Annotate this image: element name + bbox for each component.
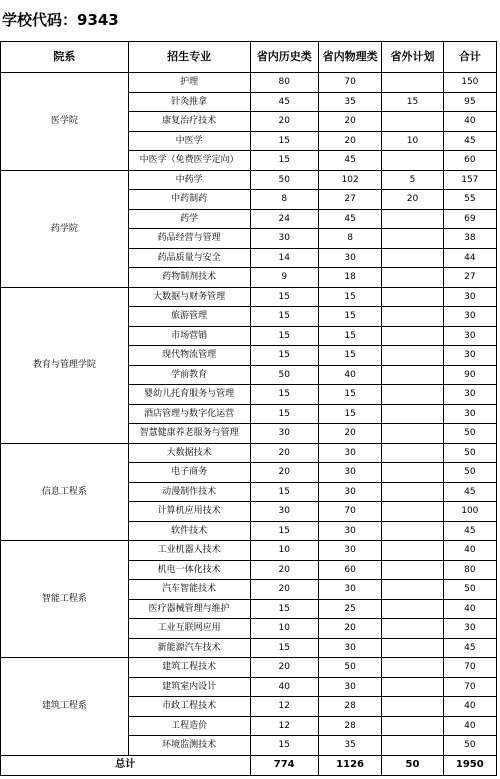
- total-cell: 50: [443, 424, 496, 444]
- phys-cell: 30: [318, 580, 381, 600]
- hist-cell: 30: [250, 502, 318, 522]
- major-cell: 工程造价: [128, 716, 250, 736]
- header-out: 省外计划: [382, 42, 443, 73]
- phys-cell: 15: [318, 307, 381, 327]
- major-cell: 药品质量与安全: [128, 248, 250, 268]
- total-total: 1950: [443, 755, 496, 775]
- hist-cell: 24: [250, 209, 318, 229]
- major-cell: 汽车智能技术: [128, 580, 250, 600]
- major-cell: 计算机应用技术: [128, 502, 250, 522]
- enrollment-plan-table: [0, 41, 497, 776]
- total-phys: 1126: [318, 755, 381, 775]
- out-cell: [382, 229, 443, 249]
- major-cell: 药学: [128, 209, 250, 229]
- header-row: [1, 42, 497, 73]
- major-cell: 智慧健康养老服务与管理: [128, 424, 250, 444]
- total-cell: 50: [443, 443, 496, 463]
- out-cell: [382, 716, 443, 736]
- major-cell: 医疗器械管理与维护: [128, 599, 250, 619]
- phys-cell: 28: [318, 697, 381, 717]
- out-cell: [382, 443, 443, 463]
- major-cell: 大数据与财务管理: [128, 287, 250, 307]
- phys-cell: 15: [318, 346, 381, 366]
- total-cell: 27: [443, 268, 496, 288]
- major-cell: 电子商务: [128, 463, 250, 483]
- phys-cell: 20: [318, 112, 381, 132]
- hist-cell: 80: [250, 73, 318, 93]
- out-cell: [382, 307, 443, 327]
- hist-cell: 9: [250, 268, 318, 288]
- table-row: [1, 287, 497, 307]
- phys-cell: 45: [318, 209, 381, 229]
- hist-cell: 50: [250, 170, 318, 190]
- hist-cell: 14: [250, 248, 318, 268]
- phys-cell: 30: [318, 638, 381, 658]
- hist-cell: 15: [250, 638, 318, 658]
- out-cell: [382, 326, 443, 346]
- out-cell: [382, 365, 443, 385]
- out-cell: 20: [382, 190, 443, 210]
- total-cell: 150: [443, 73, 496, 93]
- major-cell: 机电一体化技术: [128, 560, 250, 580]
- total-cell: 70: [443, 658, 496, 678]
- table-row: [1, 443, 497, 463]
- school-code: 学校代码：9343: [2, 11, 119, 29]
- total-cell: 50: [443, 736, 496, 756]
- table-row: [1, 73, 497, 93]
- out-cell: 10: [382, 131, 443, 151]
- phys-cell: 25: [318, 599, 381, 619]
- hist-cell: 15: [250, 346, 318, 366]
- major-cell: 中药学: [128, 170, 250, 190]
- total-cell: 40: [443, 697, 496, 717]
- phys-cell: 30: [318, 248, 381, 268]
- major-cell: 大数据技术: [128, 443, 250, 463]
- hist-cell: 20: [250, 580, 318, 600]
- header-major: 招生专业: [128, 42, 250, 73]
- total-cell: 30: [443, 385, 496, 405]
- total-cell: 45: [443, 521, 496, 541]
- out-cell: [382, 151, 443, 171]
- total-hist: 774: [250, 755, 318, 775]
- header-dept: 院系: [1, 42, 129, 73]
- out-cell: [382, 287, 443, 307]
- dept-cell: 医学院: [1, 73, 129, 171]
- out-cell: [382, 599, 443, 619]
- phys-cell: 20: [318, 131, 381, 151]
- out-cell: [382, 580, 443, 600]
- major-cell: 药品经营与管理: [128, 229, 250, 249]
- hist-cell: 15: [250, 307, 318, 327]
- total-cell: 55: [443, 190, 496, 210]
- total-label: 总计: [1, 755, 251, 775]
- hist-cell: 15: [250, 131, 318, 151]
- phys-cell: 27: [318, 190, 381, 210]
- total-row: [1, 755, 497, 775]
- hist-cell: 15: [250, 736, 318, 756]
- table-row: [1, 541, 497, 561]
- out-cell: [382, 638, 443, 658]
- hist-cell: 12: [250, 716, 318, 736]
- total-cell: 50: [443, 463, 496, 483]
- hist-cell: 15: [250, 385, 318, 405]
- dept-cell: 信息工程系: [1, 443, 129, 541]
- header-phys: 省内物理类: [318, 42, 381, 73]
- total-cell: 69: [443, 209, 496, 229]
- table-row: [1, 658, 497, 678]
- phys-cell: 18: [318, 268, 381, 288]
- hist-cell: 8: [250, 190, 318, 210]
- hist-cell: 45: [250, 92, 318, 112]
- out-cell: [382, 404, 443, 424]
- hist-cell: 20: [250, 463, 318, 483]
- out-cell: [382, 677, 443, 697]
- phys-cell: 15: [318, 326, 381, 346]
- out-cell: [382, 697, 443, 717]
- major-cell: 动漫制作技术: [128, 482, 250, 502]
- hist-cell: 15: [250, 521, 318, 541]
- total-cell: 60: [443, 151, 496, 171]
- out-cell: [382, 112, 443, 132]
- major-cell: 中医学: [128, 131, 250, 151]
- out-cell: [382, 521, 443, 541]
- out-cell: 5: [382, 170, 443, 190]
- phys-cell: 45: [318, 151, 381, 171]
- major-cell: 建筑室内设计: [128, 677, 250, 697]
- phys-cell: 30: [318, 443, 381, 463]
- hist-cell: 15: [250, 287, 318, 307]
- out-cell: [382, 541, 443, 561]
- out-cell: [382, 619, 443, 639]
- hist-cell: 30: [250, 424, 318, 444]
- total-cell: 30: [443, 307, 496, 327]
- out-cell: [382, 248, 443, 268]
- major-cell: 市政工程技术: [128, 697, 250, 717]
- hist-cell: 12: [250, 697, 318, 717]
- major-cell: 药物制剂技术: [128, 268, 250, 288]
- hist-cell: 15: [250, 151, 318, 171]
- out-cell: [382, 560, 443, 580]
- hist-cell: 10: [250, 619, 318, 639]
- table-header: [1, 42, 497, 73]
- hist-cell: 15: [250, 599, 318, 619]
- out-cell: [382, 502, 443, 522]
- out-cell: [382, 346, 443, 366]
- hist-cell: 15: [250, 482, 318, 502]
- major-cell: 新能源汽车技术: [128, 638, 250, 658]
- total-cell: 95: [443, 92, 496, 112]
- header-total: 合计: [443, 42, 496, 73]
- major-cell: 护理: [128, 73, 250, 93]
- table-footer: [1, 755, 497, 775]
- hist-cell: 30: [250, 229, 318, 249]
- phys-cell: 70: [318, 502, 381, 522]
- phys-cell: 20: [318, 424, 381, 444]
- out-cell: [382, 658, 443, 678]
- major-cell: 环境监测技术: [128, 736, 250, 756]
- total-cell: 40: [443, 541, 496, 561]
- phys-cell: 40: [318, 365, 381, 385]
- total-cell: 45: [443, 482, 496, 502]
- total-cell: 40: [443, 599, 496, 619]
- hist-cell: 50: [250, 365, 318, 385]
- major-cell: 中医学（免费医学定向）: [128, 151, 250, 171]
- dept-cell: 建筑工程系: [1, 658, 129, 756]
- phys-cell: 102: [318, 170, 381, 190]
- major-cell: 工业互联网应用: [128, 619, 250, 639]
- hist-cell: 10: [250, 541, 318, 561]
- total-cell: 100: [443, 502, 496, 522]
- major-cell: 康复治疗技术: [128, 112, 250, 132]
- phys-cell: 70: [318, 73, 381, 93]
- major-cell: 工业机器人技术: [128, 541, 250, 561]
- table-row: [1, 170, 497, 190]
- out-cell: [382, 463, 443, 483]
- header-hist: 省内历史类: [250, 42, 318, 73]
- total-cell: 70: [443, 677, 496, 697]
- total-cell: 30: [443, 619, 496, 639]
- phys-cell: 50: [318, 658, 381, 678]
- out-cell: [382, 268, 443, 288]
- hist-cell: 15: [250, 404, 318, 424]
- total-cell: 44: [443, 248, 496, 268]
- phys-cell: 30: [318, 521, 381, 541]
- major-cell: 现代物流管理: [128, 346, 250, 366]
- major-cell: 针灸推拿: [128, 92, 250, 112]
- phys-cell: 15: [318, 287, 381, 307]
- total-cell: 45: [443, 131, 496, 151]
- total-out: 50: [382, 755, 443, 775]
- hist-cell: 15: [250, 326, 318, 346]
- total-cell: 30: [443, 404, 496, 424]
- phys-cell: 35: [318, 92, 381, 112]
- major-cell: 建筑工程技术: [128, 658, 250, 678]
- total-cell: 157: [443, 170, 496, 190]
- dept-cell: 药学院: [1, 170, 129, 287]
- total-cell: 30: [443, 346, 496, 366]
- total-cell: 30: [443, 326, 496, 346]
- phys-cell: 8: [318, 229, 381, 249]
- phys-cell: 20: [318, 619, 381, 639]
- major-cell: 婴幼儿托育服务与管理: [128, 385, 250, 405]
- total-cell: 90: [443, 365, 496, 385]
- out-cell: [382, 736, 443, 756]
- out-cell: [382, 73, 443, 93]
- out-cell: [382, 482, 443, 502]
- out-cell: 15: [382, 92, 443, 112]
- hist-cell: 40: [250, 677, 318, 697]
- major-cell: 中药制药: [128, 190, 250, 210]
- phys-cell: 30: [318, 677, 381, 697]
- major-cell: 市场营销: [128, 326, 250, 346]
- major-cell: 旅游管理: [128, 307, 250, 327]
- phys-cell: 30: [318, 482, 381, 502]
- total-cell: 50: [443, 580, 496, 600]
- dept-cell: 教育与管理学院: [1, 287, 129, 443]
- phys-cell: 28: [318, 716, 381, 736]
- major-cell: 软件技术: [128, 521, 250, 541]
- major-cell: 学前教育: [128, 365, 250, 385]
- dept-cell: 智能工程系: [1, 541, 129, 658]
- total-cell: 45: [443, 638, 496, 658]
- phys-cell: 60: [318, 560, 381, 580]
- phys-cell: 30: [318, 541, 381, 561]
- out-cell: [382, 424, 443, 444]
- phys-cell: 15: [318, 404, 381, 424]
- total-cell: 30: [443, 287, 496, 307]
- out-cell: [382, 385, 443, 405]
- hist-cell: 20: [250, 443, 318, 463]
- hist-cell: 20: [250, 560, 318, 580]
- total-cell: 80: [443, 560, 496, 580]
- out-cell: [382, 209, 443, 229]
- hist-cell: 20: [250, 112, 318, 132]
- total-cell: 40: [443, 716, 496, 736]
- phys-cell: 35: [318, 736, 381, 756]
- major-cell: 酒店管理与数字化运营: [128, 404, 250, 424]
- total-cell: 40: [443, 112, 496, 132]
- table-body: [1, 73, 497, 756]
- phys-cell: 15: [318, 385, 381, 405]
- phys-cell: 30: [318, 463, 381, 483]
- hist-cell: 20: [250, 658, 318, 678]
- total-cell: 38: [443, 229, 496, 249]
